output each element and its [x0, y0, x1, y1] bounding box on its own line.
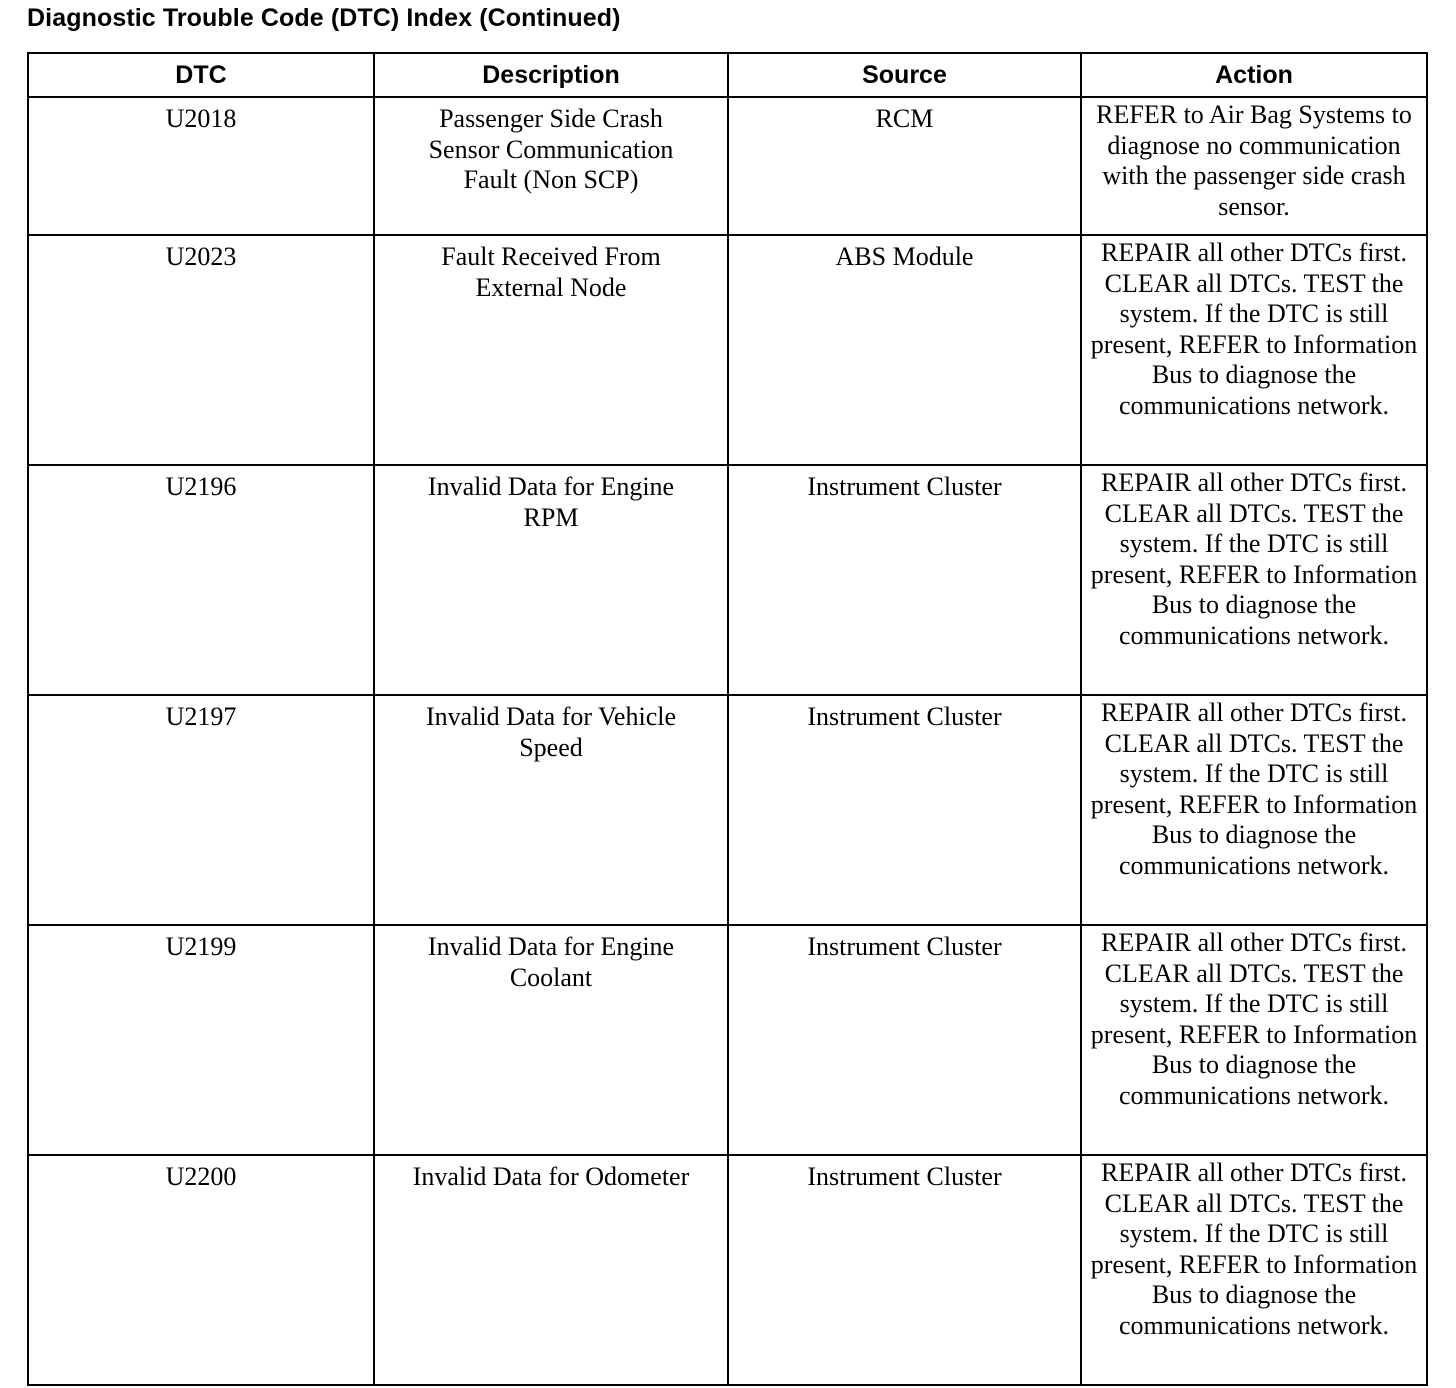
table-row [28, 695, 1427, 925]
header-source: Source [728, 53, 1081, 97]
cell-description [374, 235, 728, 465]
description-text: Invalid Data for Engine RPM [427, 472, 675, 532]
action-text: REPAIR all other DTCs first. CLEAR all DTCs. TEST the system. If the DTC is still present, REFER to Information Bus to diagnose the communications network. [1090, 698, 1418, 880]
table-row [28, 97, 1427, 235]
cell-description [374, 1155, 728, 1385]
description-text: Invalid Data for Odometer [412, 1162, 690, 1191]
cell-description [374, 97, 728, 235]
cell-action [1081, 465, 1427, 695]
cell-action [1081, 925, 1427, 1155]
table-header-row [28, 53, 1427, 97]
cell-dtc: U2197 [28, 695, 374, 925]
description-text: Passenger Side Crash Sensor Communication Fault (Non SCP) [428, 104, 674, 194]
cell-action [1081, 1155, 1427, 1385]
action-text: REPAIR all other DTCs first. CLEAR all DTCs. TEST the system. If the DTC is still present, REFER to Information Bus to diagnose the communications network. [1090, 928, 1418, 1110]
cell-source: Instrument Cluster [728, 695, 1081, 925]
cell-source: Instrument Cluster [728, 925, 1081, 1155]
cell-dtc: U2196 [28, 465, 374, 695]
cell-dtc: U2023 [28, 235, 374, 465]
cell-action [1081, 695, 1427, 925]
dtc-index-table [27, 52, 1428, 1386]
description-text: Invalid Data for Engine Coolant [427, 932, 675, 992]
cell-dtc: U2199 [28, 925, 374, 1155]
cell-description [374, 695, 728, 925]
page-title: Diagnostic Trouble Code (DTC) Index (Continued) [27, 4, 621, 32]
cell-description [374, 465, 728, 695]
cell-source: Instrument Cluster [728, 465, 1081, 695]
header-description: Description [374, 53, 728, 97]
cell-action [1081, 235, 1427, 465]
cell-action [1081, 97, 1427, 235]
cell-description [374, 925, 728, 1155]
action-text: REPAIR all other DTCs first. CLEAR all DTCs. TEST the system. If the DTC is still present, REFER to Information Bus to diagnose the communications network. [1090, 468, 1418, 650]
cell-dtc: U2200 [28, 1155, 374, 1385]
table-row [28, 465, 1427, 695]
cell-source: ABS Module [728, 235, 1081, 465]
cell-source: RCM [728, 97, 1081, 235]
action-text: REFER to Air Bag Systems to diagnose no communication with the passenger side crash sensor. [1096, 100, 1412, 221]
description-text: Fault Received From External Node [441, 242, 661, 302]
action-text: REPAIR all other DTCs first. CLEAR all DTCs. TEST the system. If the DTC is still present, REFER to Information Bus to diagnose the communications network. [1090, 238, 1418, 420]
cell-dtc: U2018 [28, 97, 374, 235]
description-text: Invalid Data for Vehicle Speed [425, 702, 677, 762]
table-row [28, 235, 1427, 465]
table-row [28, 1155, 1427, 1385]
header-dtc: DTC [28, 53, 374, 97]
header-action: Action [1081, 53, 1427, 97]
action-text: REPAIR all other DTCs first. CLEAR all DTCs. TEST the system. If the DTC is still present, REFER to Information Bus to diagnose the communications network. [1090, 1158, 1418, 1340]
table-row [28, 925, 1427, 1155]
cell-source: Instrument Cluster [728, 1155, 1081, 1385]
